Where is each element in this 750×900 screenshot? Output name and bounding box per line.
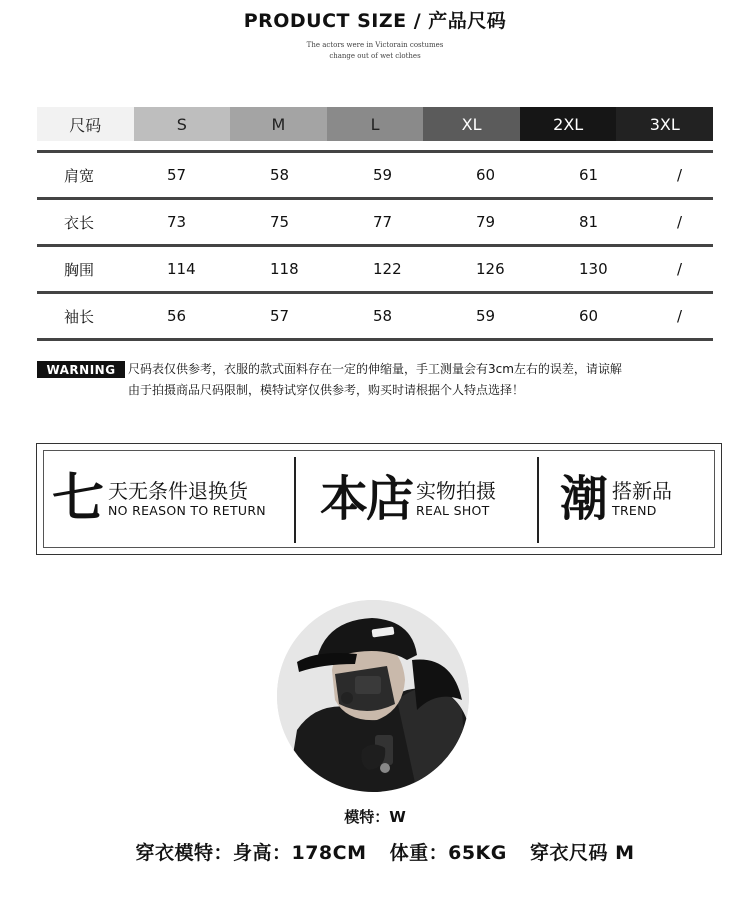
size-table-header — [37, 107, 713, 141]
table-cell: 81 — [579, 213, 599, 231]
table-cell: 126 — [476, 260, 505, 278]
table-row — [37, 197, 713, 244]
table-cell: 118 — [270, 260, 299, 278]
table-cell: 58 — [373, 307, 393, 325]
header-cell-xl: XL — [423, 107, 520, 141]
warning-line-2: 由于拍摄商品尺码限制，模特试穿仅供参考，购买时请根据个人特点选择！ — [128, 383, 525, 397]
table-cell: 59 — [373, 166, 393, 184]
model-weight: 体重：65KG — [389, 842, 507, 864]
table-row — [37, 244, 713, 291]
model-photo — [277, 600, 469, 792]
service-banner — [36, 443, 722, 555]
service-banner-inner — [43, 450, 715, 548]
table-cell: 60 — [579, 307, 599, 325]
banner-real-shot — [294, 451, 536, 547]
banner-big-char-seven: 七 — [52, 468, 105, 529]
table-cell: / — [676, 213, 683, 231]
model-height: 穿衣模特：身高：178CM — [135, 842, 367, 864]
banner-return-policy — [44, 451, 294, 547]
table-cell: 57 — [167, 166, 187, 184]
banner-trend-en: TREND — [612, 503, 657, 518]
table-cell: 73 — [167, 213, 187, 231]
warning-badge: WARNING — [37, 361, 125, 378]
table-cell: 61 — [579, 166, 599, 184]
table-cell: 59 — [476, 307, 496, 325]
model-photo-illustration — [277, 600, 469, 792]
banner-trend-cn: 搭新品 — [612, 479, 673, 503]
table-cell: / — [676, 260, 683, 278]
header-cell-m: M — [230, 107, 327, 141]
subtitle-line-1: The actors were in Victorain costumes — [306, 41, 444, 49]
banner-big-char-trend: 潮 — [560, 471, 609, 527]
banner-big-char-store: 本店 — [320, 471, 413, 527]
size-table-body — [37, 150, 713, 341]
banner-trend — [536, 451, 714, 547]
model-name: 模特：W — [344, 808, 406, 826]
header-cell-s: S — [134, 107, 231, 141]
row-label: 衣长 — [64, 213, 95, 232]
subtitle-line-2: change out of wet clothes — [329, 52, 421, 60]
warning-text — [128, 359, 708, 401]
table-cell: / — [676, 166, 683, 184]
row-label: 袖长 — [64, 307, 95, 326]
header-cell-size: 尺码 — [37, 107, 134, 141]
table-cell: 58 — [270, 166, 290, 184]
row-label: 肩宽 — [64, 166, 95, 185]
page-subtitle — [0, 40, 750, 62]
table-cell: 114 — [167, 260, 196, 278]
model-size: 穿衣尺码 M — [530, 842, 635, 864]
page-title: PRODUCT SIZE / 产品尺码 — [243, 10, 507, 32]
table-cell: / — [676, 307, 683, 325]
table-cell: 77 — [373, 213, 393, 231]
banner-return-cn: 天无条件退换货 — [108, 479, 249, 503]
model-stats — [0, 838, 750, 865]
banner-real-shot-en: REAL SHOT — [416, 503, 490, 518]
table-cell: 57 — [270, 307, 290, 325]
header-cell-l: L — [327, 107, 424, 141]
table-row — [37, 150, 713, 197]
header-cell-3xl: 3XL — [616, 107, 713, 141]
table-row — [37, 291, 713, 341]
banner-return-en: NO REASON TO RETURN — [108, 503, 266, 518]
table-cell: 56 — [167, 307, 187, 325]
row-label: 胸围 — [64, 260, 95, 279]
table-cell: 122 — [373, 260, 402, 278]
header-cell-2xl: 2XL — [520, 107, 617, 141]
banner-real-shot-cn: 实物拍摄 — [416, 479, 497, 503]
table-cell: 75 — [270, 213, 290, 231]
table-cell: 79 — [476, 213, 496, 231]
table-cell: 60 — [476, 166, 496, 184]
table-cell: 130 — [579, 260, 608, 278]
warning-line-1: 尺码表仅供参考，衣服的款式面料存在一定的伸缩量，手工测量会有3cm左右的误差，请谅解 — [128, 362, 622, 376]
